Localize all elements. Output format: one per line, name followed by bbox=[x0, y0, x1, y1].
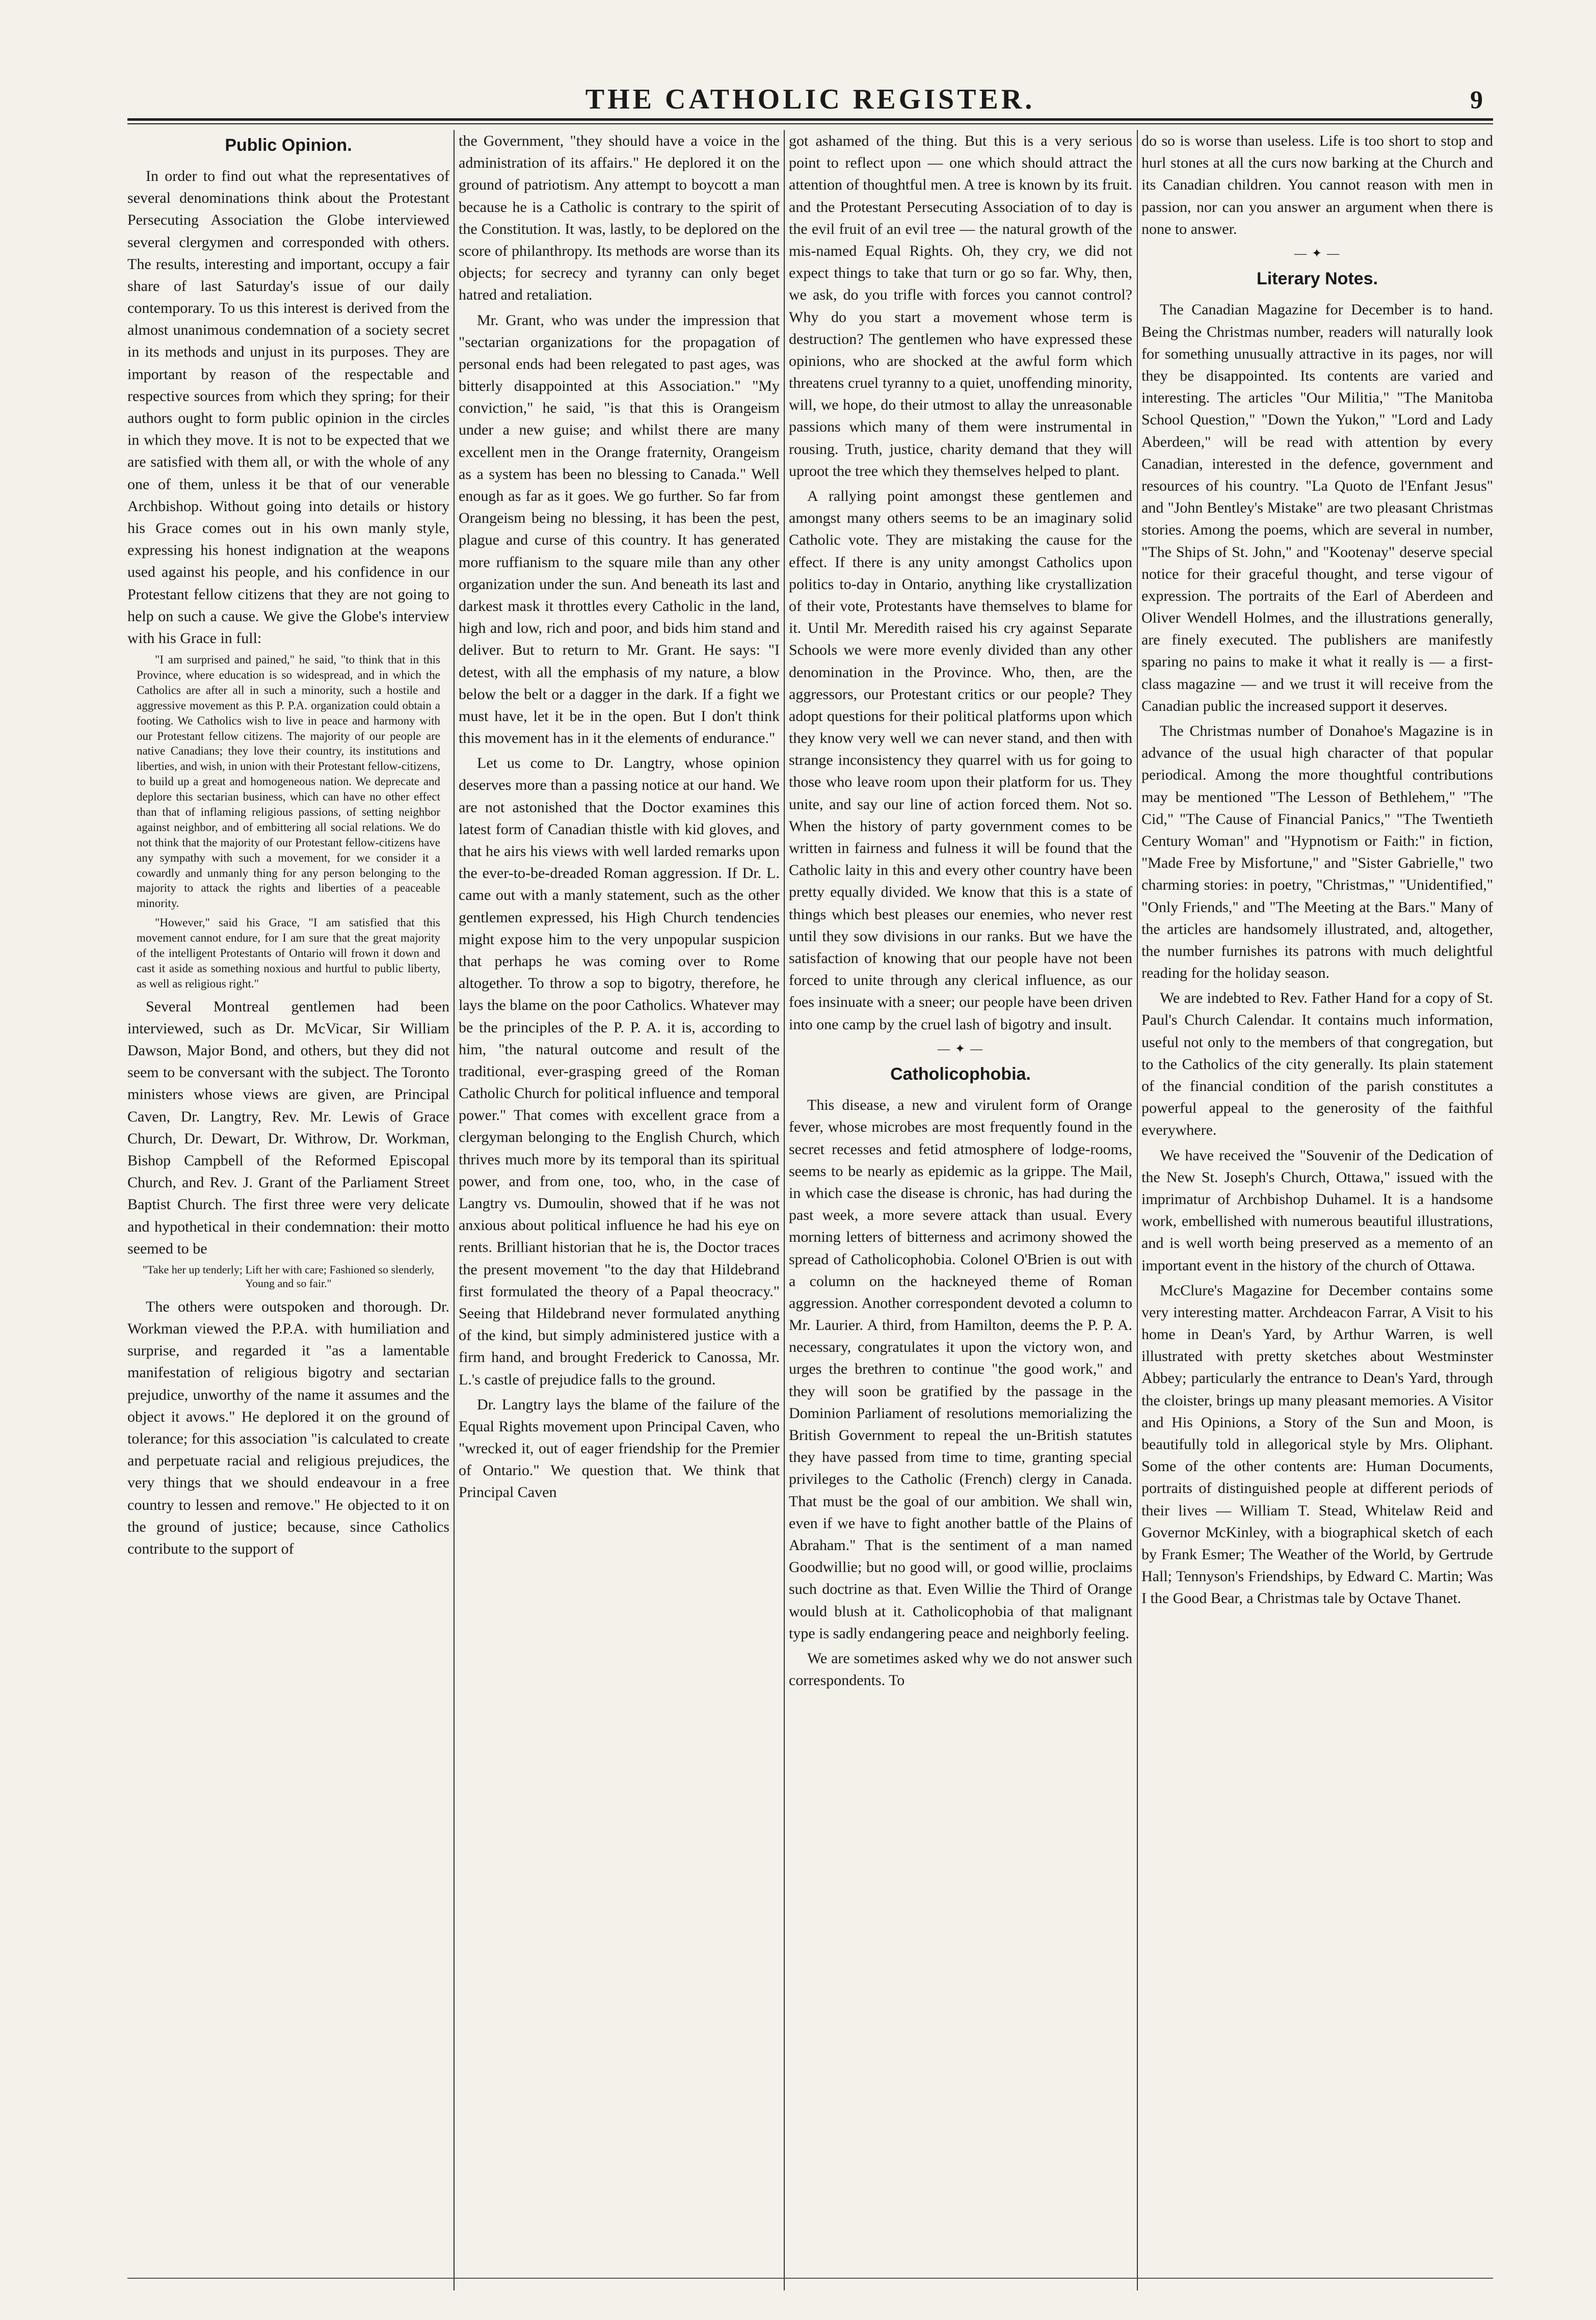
article-heading-catholicophobia: Catholicophobia. bbox=[890, 1064, 1031, 1084]
paragraph: McClure's Magazine for December contains some very interesting matter. Archdeacon Farrar, A Visit to his home in Dean's Yard, by Arthur Warren, is well illustrated with pretty sketches about Westminster Abbey; particularly the entrance to Dean's Yard, through the cloister, brings up many pleasant memories. A Visitor and His Opinions, a Story of the Sun and Moon, is beautifully told in allegorical style by Mrs. Oliphant. Some of the other contents are: Human Documents, portraits of distinguished people at different periods of their lives — William T. Stead, Whitelaw Reid and Governor McKinley, with a biographical sketch of each by Frank Esmer; The Weather of the World, by Gertrude Hall; Tennyson's Friendships, by Edward C. Martin; Was I the Good Bear, a Christmas tale by Octave Thanet. bbox=[1141, 1282, 1493, 1607]
paragraph: A rallying point amongst these gentlemen and amongst many others seems to be an imaginary solid Catholic vote. They are mistaking the cause for the effect. If there is any unity amongst Catholics upon politics to-day in Ontario, anything like crystallization of their vote, Protestants have themselves to blame for it. Until Mr. Meredith raised his cry against Separate Schools we were more evenly divided than any other denomination in the Province. Who, then, are the aggressors, our Protestant critics or our people? They adopt questions for their political platforms upon which they know very well we can never stand, and then with strange inconsistency they quarrel with us for going to those who leave room upon their platform for us. They unite, and say our line of action forced them. Not so. When the history of party government comes to be written in fairness and fulness it will be found that the Catholic laity in this and every other country have been pretty equally divided. We know that this is a state of things which best pleases our enemies, who never rest until they sow divisions in our ranks. But we have the satisfaction of knowing that our people have not been forced to unite through any clerical influence, as our foes insinuate with a sneer; our people have been driven into one camp by the cruel lash of bigotry and insult. bbox=[789, 488, 1132, 1033]
paragraph: We are sometimes asked why we do not answer such correspondents. To bbox=[789, 1649, 1132, 1689]
column-2 bbox=[459, 130, 780, 2270]
paragraph: We have received the "Souvenir of the Dedication of the New St. Joseph's Church, Ottawa," issued with the imprimatur of Archbishop Duhamel. It is a handsome work, embellished with numerous beautiful illustrations, and is well worth being preserved as a memento of an important event in the history of the church of Ottawa. bbox=[1141, 1146, 1493, 1274]
masthead-rule-thin bbox=[127, 123, 1493, 124]
verse-quote: "Take her up tenderly; Lift her with care; Fashioned so slenderly, Young and so fair." bbox=[142, 1263, 435, 1290]
newspaper-title: THE CATHOLIC REGISTER. bbox=[585, 84, 1035, 115]
paragraph: do so is worse than useless. Life is too short to stop and hurl stones at all the curs now barking at the Church and its Canadian children. You cannot reason with men in passion, nor can you answer an argument when there is none to answer. bbox=[1141, 132, 1493, 237]
column-divider bbox=[454, 130, 455, 2290]
paragraph: Several Montreal gentlemen had been interviewed, such as Dr. McVicar, Sir William Dawson, Major Bond, and others, but they did not seem to be conversant with the subject. The Toronto ministers whose views are given, are Principal Caven, Dr. Langtry, Rev. Mr. Lewis of Grace Church, Dr. Dewart, Dr. Withrow, Dr. Workman, Bishop Campbell of the Reformed Episcopal Church, and Rev. J. Grant of the Parliament Street Baptist Church. The first three were very delicate and hypothetical in their condemnation: their motto seemed to be bbox=[127, 998, 449, 1257]
footer-rule bbox=[127, 2278, 1493, 2279]
section-divider: — ✦ — bbox=[1294, 247, 1341, 260]
article-heading-literary-notes: Literary Notes. bbox=[1256, 269, 1378, 289]
column-divider bbox=[1137, 130, 1138, 2290]
article-heading-public-opinion: Public Opinion. bbox=[225, 136, 352, 155]
paragraph: The others were outspoken and thorough. Dr. Workman viewed the P.P.A. with humiliation and surprise, and regarded it "as a lamentable manifestation of religious bigotry and sectarian prejudice, unworthy of the name it assumes and the object it avows." He deplored it on the ground of tolerance; for this association "is calculated to create and perpetuate racial and religious prejudices, the very things that we should endeavour in a free country to lessen and remove." He objected to it on the ground of justice; because, since Catholics contribute to the support of bbox=[127, 1298, 449, 1557]
paragraph: Let us come to Dr. Langtry, whose opinion deserves more than a passing notice at our hand. We are not astonished that the Doctor examines this latest form of Canadian thistle with kid gloves, and that he airs his views with well larded remarks upon the ever-to-be-dreaded Roman aggression. If Dr. L. came out with a manly statement, such as the other gentlemen expressed, his High Church tendencies might expose him to the very unpopular suspicion that perhaps he was coming over to Rome altogether. To throw a sop to bigotry, therefore, he lays the blame on the poor Catholics. Whatever may be the principles of the P. P. A. it is, according to him, "the natural outcome and result of the traditional, ever-grasping greed of the Roman Catholic Church for political influence and temporal power." That comes with excellent grace from a clergyman belonging to the English Church, which thrives much more by its temporal than its spiritual power, and from one, too, who, in the case of Langtry vs. Dumoulin, showed that if he was not anxious about political influence he had his eye on rents. Brilliant historian that he is, the Doctor traces the present movement "to the day that Hildebrand first formulated the theory of a Papal theocracy." Seeing that Hildebrand never formulated anything of the kind, but simply administered justice with a firm hand, and brought Frederick to Canossa, Mr. L.'s castle of prejudice falls to the ground. bbox=[459, 755, 780, 1388]
paragraph: got ashamed of the thing. But this is a very serious point to reflect upon — one which should attract the attention of thoughtful men. A tree is known by its fruit. and the Protestant Persecuting Association of to day is the evil fruit of an evil tree — the natural growth of the mis-named Equal Rights. Oh, they cry, we did not expect things to take that turn or go so far. Why, then, we ask, do you trifle with forces you cannot control? Why do you start a movement whose term is destruction? The gentlemen who have expressed these opinions, who are shocked at the awful form which threatens cruel tyranny to a quiet, unoffending minority, will, we hope, do their utmost to allay the unreasonable passions which many of them were instrumental in rousing. Truth, justice, charity demand that they will uproot the tree which they themselves helped to plant. bbox=[789, 132, 1132, 479]
quoted-interview: "However," said his Grace, "I am satisfied that this movement cannot endure, for I am sure that the great majority of the intelligent Protestants of Ontario will frown it down and cast it aside as something noxious and hurtful to public liberty, as well as religious right." bbox=[137, 916, 440, 990]
section-divider: — ✦ — bbox=[937, 1042, 984, 1056]
quoted-interview: "I am surprised and pained," he said, "to think that in this Province, where education is so widespread, and in which the Catholics are after all in such a minority, such a hostile and aggressive movement as this P. P.A. organization could obtain a footing. We Catholics wish to live in peace and harmony with our Protestant fellow citizens. The majority of our people are native Canadians; they love their country, its institutions and liberties, and wish, in union with their Protestant fellow-citizens, to build up a great and homogeneous nation. We deprecate and deplore this sectarian business, which can have no other effect than that of inflaming religious passions, of setting neighbor against neighbor, and of embittering all social relations. We do not think that the majority of our Protestant fellow-citizens have any sympathy with such a movement, for we consider it a cowardly and unmanly thing for any person belonging to the majority to attack the rights and liberties of a peaceable minority. bbox=[137, 653, 440, 910]
page-number: 9 bbox=[1470, 85, 1483, 114]
paragraph: In order to find out what the representatives of several denominations think about the Protestant Persecuting Association the Globe interviewed several clergymen and corresponded with others. The results, interesting and important, occupy a fair share of last Saturday's issue of our daily contemporary. To us this interest is derived from the almost unanimous condemnation of a society secret in its methods and unjust in its purposes. They are important by reason of the respectable and respective sources from which they spring; for their authors ought to form public opinion in the circles in which they move. It is not to be expected that we are satisfied with them all, or with the whole of any one of them, unless it be that of our venerable Archbishop. Without going into details or history his Grace comes out in his own manly style, expressing his honest indignation at the weapons used against his people, and his confidence in our Protestant fellow citizens that they are not going to help on such a cause. We give the Globe's interview with his Grace in full: bbox=[127, 167, 449, 647]
paragraph: The Canadian Magazine for December is to hand. Being the Christmas number, readers will naturally look for something unusually attractive in its pages, nor will they be disappointed. Its contents are varied and interesting. The articles "Our Militia," "The Manitoba School Question," "Down the Yukon," "Lord and Lady Aberdeen," will be read with attention by every Canadian, interested in the defence, government and resources of his country. "La Quoto de l'Enfant Jesus" and "John Bentley's Mistake" are two pleasant Christmas stories. Among the poems, which are several in number, "The Ships of St. John," and "Kootenay" deserve special notice for their graceful thought, and terse vigour of expression. The portraits of the Earl of Aberdeen and Oliver Wendell Holmes, and the illustrations generally, are finely executed. The publishers are manifestly sparing no pains to make it what it really is — a first-class magazine — and we trust it will receive from the Canadian public the increased support it deserves. bbox=[1141, 301, 1493, 714]
column-1 bbox=[127, 130, 449, 2270]
paragraph: This disease, a new and virulent form of Orange fever, whose microbes are most frequently found in the secret recesses and fetid atmosphere of lodge-rooms, seems to be nearly as epidemic as la grippe. The Mail, in which case the disease is chronic, has had during the past week, a more severe attack than usual. Every morning letters of bitterness and acrimony showed the spread of Catholicophobia. Colonel O'Brien is out with a column on the hackneyed theme of Roman aggression. Another correspondent devoted a column to Mr. Laurier. A third, from Hamilton, deems the P. P. A. necessary, congratulates it upon the victory won, and urges the brethren to continue "the good work," and they will soon be gratified by the passage in the Dominion Parliament of resolutions memorializing the British Government to repeal the un-British statutes they have passed from time to time, granting special privileges to the Catholic (French) clergy in Canada. That must be the goal of our ambition. We shall win, even if we have to fight another battle of the Plains of Abraham." That is the sentiment of a man named Goodwillie; but no good will, or good willie, proclaims such doctrine as that. Even Willie the Third of Orange would blush at it. Catholicophobia of that malignant type is sadly endangering peace and neighborly feeling. bbox=[789, 1097, 1132, 1642]
masthead-rule-thick bbox=[127, 118, 1493, 121]
paragraph: The Christmas number of Donahoe's Magazine is in advance of the usual high character of that popular periodical. Among the more thoughtful contributions may be mentioned "The Lesson of Bethlehem," "The Cid," "The Cause of Financial Panics," "The Twentieth Century Woman" and "Hypnotism or Faith:" in fiction, "Made Free by Misfortune," and "Sister Gabrielle," two charming stories: in poetry, "Christmas," "Unidentified," "Only Friends," and "The Meeting at the Bars." Many of the articles are handsomely illustrated, and, altogether, the number furnishes its patrons with much delightful reading for the holiday season. bbox=[1141, 723, 1493, 982]
column-divider bbox=[784, 130, 785, 2290]
paragraph: Mr. Grant, who was under the impression that "sectarian organizations for the propagation of personal ends had been relegated to past ages, was bitterly disappointed at this Association." "My conviction," he said, "is that this is Orangeism under a new guise; and whilst there are many excellent men in the Orange fraternity, Orangeism as a system has been no blessing to Canada." Well enough as far as it goes. We go further. So far from Orangeism being no blessing, it has been the pest, plague and curse of this country. It has generated more ruffianism to the square mile than any other organization under the sun. And beneath its last and darkest mask it throttles every Catholic in the land, high and low, rich and poor, and bids him stand and deliver. But to return to Mr. Grant. He says: "I detest, with all the emphasis of my nature, a blow below the belt or a dagger in the dark. If a fight we must have, let it be in the open. But I don't think this movement has in it the elements of endurance." bbox=[459, 311, 780, 747]
paragraph: We are indebted to Rev. Father Hand for a copy of St. Paul's Church Calendar. It contains much information, useful not only to the members of that congregation, but to the Catholics of the city generally. Its plain statement of the financial condition of the parish constitutes a powerful appeal to the generosity of the faithful everywhere. bbox=[1141, 990, 1493, 1139]
column-4 bbox=[1141, 130, 1493, 2270]
column-3 bbox=[789, 130, 1132, 2270]
paragraph: Dr. Langtry lays the blame of the failure of the Equal Rights movement upon Principal Caven, who "wrecked it, out of eager friendship for the Premier of Ontario." We question that. We think that Principal Caven bbox=[459, 1396, 780, 1501]
paragraph: the Government, "they should have a voice in the administration of its affairs." He deplored it on the ground of patriotism. Any attempt to boycott a man because he is a Catholic is contrary to the spirit of the Constitution. It was, lastly, to be deplored on the score of philanthropy. Its methods are worse than its objects; for secrecy and tyranny can only beget hatred and retaliation. bbox=[459, 132, 780, 304]
masthead bbox=[127, 82, 1493, 117]
